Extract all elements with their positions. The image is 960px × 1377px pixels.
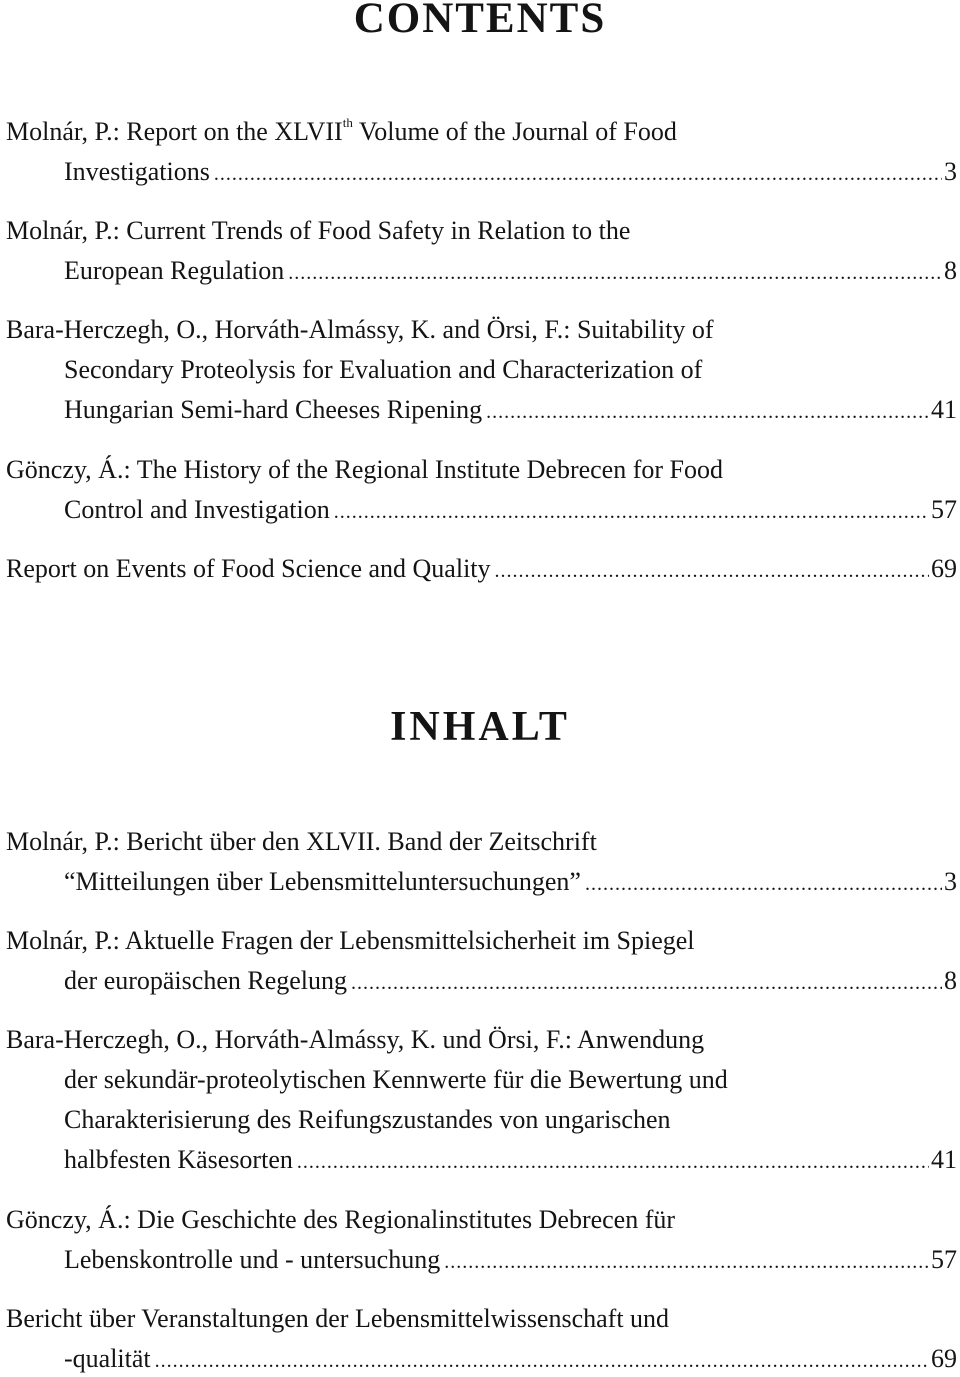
inhalt-entry-1-line-1: Molnár, P.: Bericht über den XLVII. Band der Zeitschrift: [6, 827, 597, 856]
contents-entry-1-line-1: [6, 116, 957, 148]
dot-leader: [214, 158, 942, 190]
contents-entry-4-text: Control and Investigation: [64, 495, 330, 524]
inhalt-entry-3-line-3: Charakterisierung des Reifungszustandes von ungarischen: [64, 1105, 671, 1134]
contents-entry-1-line-2: [64, 156, 957, 188]
contents-entry-3-line-1: Bara-Herczegh, O., Horváth-Almássy, K. and Örsi, F.: Suitability of: [6, 315, 714, 344]
inhalt-entry-4-line-2: [64, 1244, 957, 1276]
contents-entry-3-text: Hungarian Semi-hard Cheeses Ripening: [64, 395, 483, 424]
dot-leader: [297, 1146, 929, 1178]
contents-entry-3-line-2: Secondary Proteolysis for Evaluation and Characterization of: [64, 355, 703, 384]
inhalt-entry-2-line-1: Molnár, P.: Aktuelle Fragen der Lebensmittelsicherheit im Spiegel: [6, 926, 695, 955]
dot-leader: [495, 555, 929, 587]
inhalt-entry-5-line-1: Bericht über Veranstaltungen der Lebensmittelwissenschaft und: [6, 1304, 670, 1333]
contents-entry-3-line-3: [64, 394, 957, 426]
inhalt-entry-4-line-1: Gönczy, Á.: Die Geschichte des Regionalinstitutes Debrecen für: [6, 1205, 676, 1234]
contents-entry-2-line-2: [64, 255, 957, 287]
contents-entry-1-text-a: Molnár, P.: Report on the XLVII: [6, 117, 343, 146]
inhalt-entry-5-text: -qualität: [64, 1344, 151, 1373]
inhalt-heading: INHALT: [390, 704, 570, 750]
inhalt-entry-1-page: 3: [944, 867, 957, 896]
dot-leader: [351, 967, 942, 999]
dot-leader: [444, 1246, 929, 1278]
inhalt-entry-4-page: 57: [931, 1245, 957, 1274]
inhalt-entry-2-page: 8: [944, 966, 957, 995]
inhalt-entry-3-line-1: Bara-Herczegh, O., Horváth-Almássy, K. und Örsi, F.: Anwendung: [6, 1025, 705, 1054]
dot-leader: [334, 496, 929, 528]
dot-leader: [288, 257, 942, 289]
contents-entry-2-line-1: Molnár, P.: Current Trends of Food Safety in Relation to the: [6, 216, 631, 245]
inhalt-entry-1-line-2: [64, 866, 957, 898]
inhalt-entry-2-line-2: [64, 965, 957, 997]
inhalt-entry-5-page: 69: [931, 1344, 957, 1373]
contents-entry-1-text-b: Volume of the Journal of Food: [352, 117, 677, 146]
inhalt-entry-2-text: der europäischen Regelung: [64, 966, 348, 995]
contents-entry-4-line-2: [64, 494, 957, 526]
contents-entry-2-page: 8: [944, 256, 957, 285]
contents-entry-4-line-1: Gönczy, Á.: The History of the Regional Institute Debrecen for Food: [6, 455, 723, 484]
contents-entry-5-page: 69: [931, 554, 957, 583]
contents-entry-2-text: European Regulation: [64, 256, 285, 285]
contents-heading: CONTENTS: [353, 0, 607, 42]
inhalt-entry-3-line-2: der sekundär-proteolytischen Kennwerte für die Bewertung und: [64, 1065, 728, 1094]
inhalt-entry-3-line-4: [64, 1144, 957, 1176]
dot-leader: [155, 1345, 929, 1377]
contents-entry-5-text: Report on Events of Food Science and Quality: [6, 554, 491, 583]
contents-entry-5-line-1: [6, 553, 957, 585]
inhalt-entry-1-text: “Mitteilungen über Lebensmitteluntersuchungen”: [64, 867, 581, 896]
contents-entry-4-page: 57: [931, 495, 957, 524]
inhalt-entry-4-text: Lebenskontrolle und - untersuchung: [64, 1245, 441, 1274]
contents-entry-1-page: 3: [944, 157, 957, 186]
dot-leader: [585, 868, 942, 900]
inhalt-entry-3-page: 41: [931, 1145, 957, 1174]
inhalt-entry-5-line-2: [64, 1343, 957, 1375]
dot-leader: [486, 396, 929, 428]
contents-entry-1-text-c: Investigations: [64, 157, 210, 186]
inhalt-entry-3-text: halbfesten Käsesorten: [64, 1145, 293, 1174]
contents-entry-1-superscript: th: [342, 115, 353, 130]
contents-entry-3-page: 41: [931, 395, 957, 424]
